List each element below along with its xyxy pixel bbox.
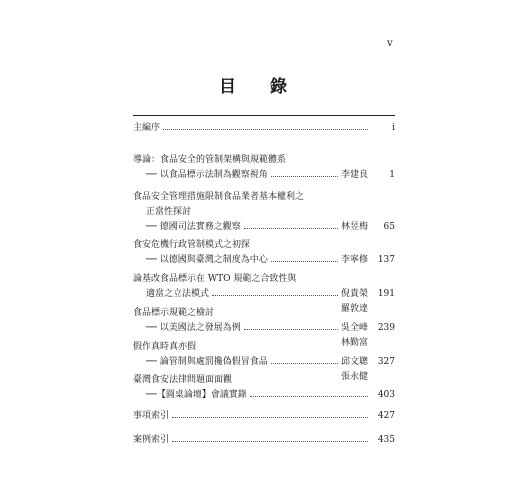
entry-subtitle: ── 以食品標示法制為觀察視角 bbox=[146, 170, 268, 180]
entry-subtitle: ── 以德國與臺灣之制度為中心 bbox=[146, 255, 268, 265]
entry-author: 林昱梅 bbox=[341, 222, 369, 232]
leader-dots bbox=[271, 363, 338, 364]
leader-dots bbox=[212, 295, 338, 296]
entry-coauthor: 張永健 bbox=[341, 372, 369, 382]
entry-subtitle: ── 論管制與處罰攙偽假冒食品 bbox=[146, 357, 268, 367]
entry-page: 191 bbox=[377, 289, 395, 299]
entry-title: 主編序 bbox=[133, 123, 161, 133]
entry-title: 假作真時真亦假 bbox=[133, 342, 197, 352]
toc-entry-roundtable[interactable] bbox=[133, 373, 395, 403]
leader-dots bbox=[244, 329, 338, 330]
entry-coauthor: 羅敦達 bbox=[341, 304, 369, 314]
entry-subtitle: ── 以美國法之發展為例 bbox=[146, 323, 241, 333]
entry-author: 邱文聰 bbox=[341, 357, 369, 367]
entry-page: i bbox=[392, 123, 395, 133]
entry-title-cont: 正當性探討 bbox=[146, 207, 192, 217]
toc-entry-introduction[interactable] bbox=[133, 153, 395, 183]
entry-title: 事項索引 bbox=[133, 411, 170, 421]
leader-dots bbox=[172, 441, 368, 442]
leader-dots bbox=[163, 129, 368, 130]
entry-title: 論基改食品標示在 WTO 規範之合致性與 bbox=[133, 274, 297, 284]
toc-entry-preface[interactable] bbox=[133, 121, 395, 136]
entry-title: 食安危機行政管制模式之初探 bbox=[133, 240, 251, 250]
toc-entry-chapter-2[interactable] bbox=[133, 190, 395, 235]
entry-author: 吳全峰 bbox=[341, 323, 369, 333]
entry-title-cont: 適當之立法模式 bbox=[146, 289, 210, 299]
entry-title: 食品標示規範之檢討 bbox=[133, 308, 215, 318]
page-number: v bbox=[387, 38, 393, 49]
page-title: 目 錄 bbox=[219, 77, 301, 97]
top-rule bbox=[133, 115, 395, 116]
entry-page: 1 bbox=[389, 170, 395, 180]
entry-subtitle: ── 德國司法實務之觀察 bbox=[146, 222, 241, 232]
leader-dots bbox=[271, 261, 338, 262]
leader-dots bbox=[271, 176, 338, 177]
entry-page: 327 bbox=[377, 357, 395, 367]
entry-title: 案例索引 bbox=[133, 435, 170, 445]
entry-page: 239 bbox=[377, 323, 395, 333]
entry-subtitle: ──【圓桌論壇】會議實錄 bbox=[146, 390, 247, 400]
entry-author: 李寧修 bbox=[341, 255, 369, 265]
entry-page: 137 bbox=[377, 255, 395, 265]
entry-page: 65 bbox=[383, 222, 395, 232]
leader-dots bbox=[250, 396, 368, 397]
entry-title: 臺灣食安法律問題面面觀 bbox=[133, 375, 233, 385]
leader-dots bbox=[244, 228, 338, 229]
entry-page: 435 bbox=[377, 435, 395, 445]
entry-title: 食品安全管理措施限制食品業者基本權利之 bbox=[133, 192, 305, 202]
toc-entry-case-index[interactable] bbox=[133, 433, 395, 448]
toc-entry-subject-index[interactable] bbox=[133, 409, 395, 424]
entry-page: 403 bbox=[377, 390, 395, 400]
toc-entry-chapter-3[interactable] bbox=[133, 238, 395, 268]
entry-page: 427 bbox=[377, 411, 395, 421]
entry-author: 倪貴榮 bbox=[341, 289, 369, 299]
leader-dots bbox=[172, 417, 368, 418]
entry-author: 李建良 bbox=[341, 170, 369, 180]
entry-coauthor: 林勤富 bbox=[341, 338, 369, 348]
entry-title: 導論：食品安全的管制架構與規範體系 bbox=[133, 155, 287, 165]
